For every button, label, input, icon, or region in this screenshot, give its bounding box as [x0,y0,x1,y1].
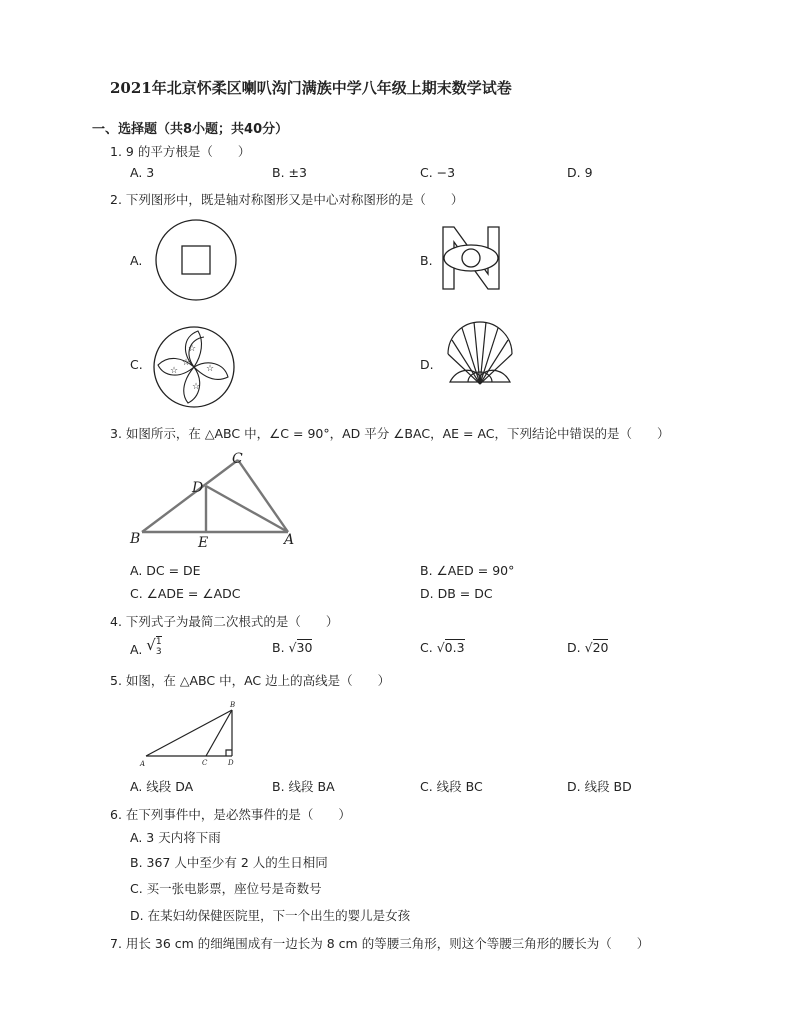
figure-triangle-abc-3 [128,450,303,550]
figure-n-eye [442,226,502,290]
q3-option-d: D. DB = DC [420,586,493,601]
q2-option-b: B. [420,253,433,268]
q5-option-d: D. 线段 BD [567,779,632,794]
label-e: E [198,535,209,551]
svg-text:☆: ☆ [188,344,197,354]
q3-option-c: C. ∠ADE = ∠ADC [130,586,241,601]
q1-option-b: B. ±3 [272,165,307,180]
section-heading: 一、选择题（共8小题；共40分） [92,122,289,137]
q3-option-a: A. DC = DE [130,563,201,578]
svg-text:☆: ☆ [192,382,201,392]
question-6-stem: 6. 在下列事件中，是必然事件的是（ ） [110,807,351,822]
q6-option-d: D. 在某妇幼保健医院里，下一个出生的婴儿是女孩 [130,908,411,923]
label-b: B [230,701,236,709]
q5-option-b: B. 线段 BA [272,779,335,794]
q2-option-d: D. [420,357,434,372]
label-c: C [232,451,243,467]
svg-text:☆: ☆ [206,364,215,374]
question-7-stem: 7. 用长 36 cm 的细绳围成有一边长为 8 cm 的等腰三角形，则这个等腰三角形的腰长为（ ） [110,936,650,951]
q3-option-b: B. ∠AED = 90° [420,563,515,578]
q6-option-a: A. 3 天内将下雨 [130,830,221,845]
label-d: D [192,480,204,496]
question-2-stem: 2. 下列图形中，既是轴对称图形又是中心对称图形的是（ ） [110,192,464,207]
figure-fan [442,320,518,390]
label-a: A [284,532,295,548]
label-d: D [228,759,234,767]
label-b: B [130,531,141,547]
q4-option-b: B. √30 [272,640,313,655]
q2-option-c: C. [130,357,143,372]
question-4-stem: 4. 下列式子为最简二次根式的是（ ） [110,614,339,629]
figure-triangle-abc-5 [140,700,245,770]
svg-text:☆: ☆ [182,358,191,368]
q5-option-c: C. 线段 BC [420,779,483,794]
figure-circle-square [153,219,243,301]
q6-option-c: C. 买一张电影票，座位号是奇数号 [130,881,322,896]
label-a: A [140,760,146,768]
q4-option-c: C. √0.3 [420,640,465,655]
question-3-stem: 3. 如图所示，在 △ABC 中，∠C = 90°，AD 平分 ∠BAC，AE = AC，下列结论中错误的是（ ） [110,426,670,441]
q1-option-d: D. 9 [567,165,593,180]
q1-option-a: A. 3 [130,165,155,180]
question-1-stem: 1. 9 的平方根是（ ） [110,144,251,159]
q4-option-d: D. √20 [567,640,609,655]
q6-option-b: B. 367 人中至少有 2 人的生日相同 [130,855,328,870]
q1-option-c: C. −3 [420,165,456,180]
q4-option-a: A. √ 1 3 [130,636,162,657]
figure-bauhinia-flower [152,325,236,409]
question-5-stem: 5. 如图，在 △ABC 中，AC 边上的高线是（ ） [110,673,391,688]
svg-text:☆: ☆ [170,366,179,376]
q2-option-a: A. [130,253,143,268]
label-c: C [202,759,208,767]
page-title: 2021年北京怀柔区喇叭沟门满族中学八年级上期末数学试卷 [110,79,512,97]
q5-option-a: A. 线段 DA [130,779,194,794]
